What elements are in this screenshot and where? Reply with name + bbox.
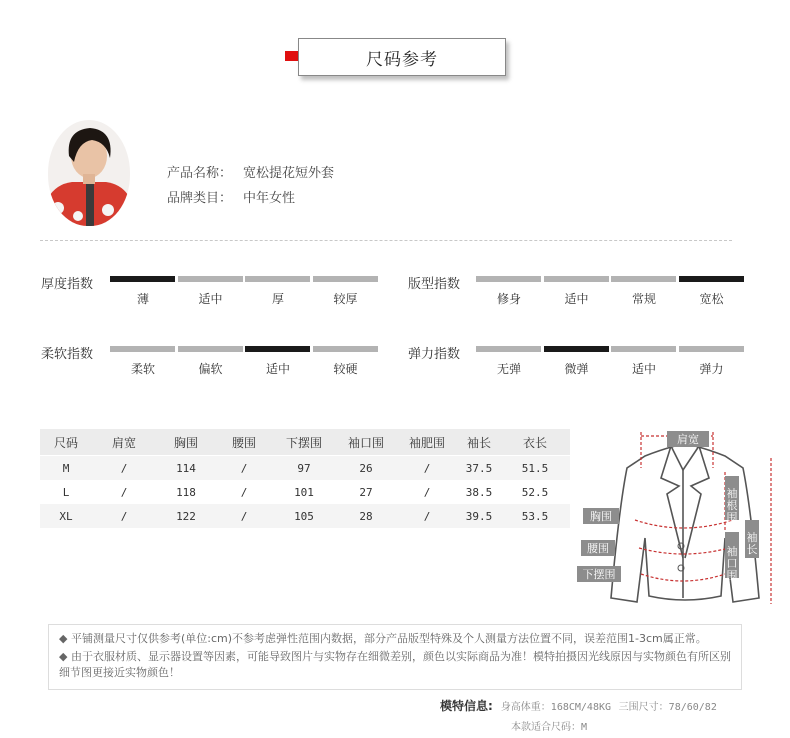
table-row bbox=[40, 480, 570, 504]
index-option-elasticity-1: 微弹 bbox=[564, 362, 589, 376]
index-bar-fit-0 bbox=[476, 276, 541, 282]
table-cell: 51.5 bbox=[521, 461, 549, 475]
product-name-row bbox=[167, 162, 334, 181]
table-header-cell: 下摆围 bbox=[285, 435, 322, 450]
index-label-fit: 版型指数 bbox=[408, 277, 461, 292]
table-cell: XL bbox=[59, 509, 73, 523]
index-bar-softness-3 bbox=[313, 346, 378, 352]
table-cell: / bbox=[240, 461, 248, 475]
label-sleeve-length: 袖长 bbox=[746, 531, 758, 556]
table-header-cell: 袖口围 bbox=[347, 435, 384, 450]
table-cell: 105 bbox=[294, 509, 314, 523]
table-cell: 37.5 bbox=[465, 461, 493, 475]
table-header-cell: 袖长 bbox=[466, 435, 491, 450]
table-row bbox=[40, 456, 570, 480]
model-avatar bbox=[48, 120, 130, 226]
product-name-key: 产品名称： bbox=[167, 166, 233, 181]
table-header-cell: 腰围 bbox=[231, 435, 256, 450]
model-info bbox=[440, 697, 717, 714]
index-label-softness: 柔软指数 bbox=[41, 347, 94, 362]
index-label-thickness: 厚度指数 bbox=[41, 277, 94, 292]
index-option-softness-1: 偏软 bbox=[198, 362, 223, 376]
table-cell: L bbox=[62, 485, 70, 499]
product-category-key: 品牌类目： bbox=[167, 191, 233, 206]
index-option-elasticity-3: 弹力 bbox=[699, 362, 724, 376]
product-category-value: 中年女性 bbox=[243, 191, 296, 206]
index-bar-softness-1 bbox=[178, 346, 243, 352]
index-bar-fit-2 bbox=[611, 276, 676, 282]
table-header-cell: 肩宽 bbox=[111, 435, 136, 450]
table-cell: 26 bbox=[359, 461, 373, 475]
model-measurements: 三围尺寸：78/60/82 bbox=[618, 702, 717, 713]
table-cell: / bbox=[240, 485, 248, 499]
table-cell: / bbox=[120, 485, 128, 499]
label-hem: 下摆围 bbox=[582, 568, 616, 581]
table-cell: 97 bbox=[297, 461, 311, 475]
model-info-label: 模特信息: bbox=[440, 699, 493, 713]
index-bar-elasticity-0 bbox=[476, 346, 541, 352]
table-cell: 53.5 bbox=[521, 509, 549, 523]
index-option-fit-0: 修身 bbox=[496, 292, 521, 306]
index-option-fit-1: 适中 bbox=[564, 292, 589, 306]
table-cell: 114 bbox=[176, 461, 196, 475]
index-bar-elasticity-2 bbox=[611, 346, 676, 352]
table-cell: 27 bbox=[359, 485, 373, 499]
index-option-fit-3: 宽松 bbox=[699, 292, 724, 306]
index-option-elasticity-2: 适中 bbox=[631, 362, 656, 376]
table-header-cell: 胸围 bbox=[173, 435, 198, 450]
label-waist: 腰围 bbox=[587, 542, 609, 555]
index-option-thickness-3: 较厚 bbox=[333, 292, 358, 306]
table-cell: / bbox=[423, 509, 431, 523]
table-header-cell: 衣长 bbox=[522, 435, 547, 450]
index-bar-elasticity-1 bbox=[544, 346, 609, 352]
product-name-value: 宽松提花短外套 bbox=[243, 166, 335, 181]
table-header-cell: 尺码 bbox=[53, 435, 78, 450]
table-cell: 38.5 bbox=[465, 485, 493, 499]
index-bar-softness-2 bbox=[245, 346, 310, 352]
garment-diagram bbox=[575, 428, 785, 613]
index-label-elasticity: 弹力指数 bbox=[408, 347, 461, 362]
index-bar-thickness-1 bbox=[178, 276, 243, 282]
index-bar-fit-1 bbox=[544, 276, 609, 282]
index-option-softness-3: 较硬 bbox=[333, 362, 358, 376]
model-height-weight: 身高体重：168CM/48KG bbox=[500, 702, 612, 713]
index-option-thickness-2: 厚 bbox=[271, 292, 284, 306]
index-bar-thickness-2 bbox=[245, 276, 310, 282]
divider bbox=[40, 240, 732, 241]
index-option-thickness-0: 薄 bbox=[136, 292, 149, 306]
table-row bbox=[40, 504, 570, 528]
note-1: ◆ 平铺测量尺寸仅供参考(单位:cm)不参考虑弹性范围内数据，部分产品版型特殊及个人测量方法位置不同，误差范围1-3cm属正常。 bbox=[59, 632, 707, 645]
table-cell: / bbox=[120, 461, 128, 475]
note-2: ◆ 由于衣服材质、显示器设置等因素，可能导致图片与实物存在细微差别，颜色以实际商品为准！模特拍摄因光线原因与实物颜色有所区别细节图更接近实物颜色！ bbox=[59, 650, 731, 679]
table-cell: 39.5 bbox=[465, 509, 493, 523]
label-chest: 胸围 bbox=[590, 510, 612, 523]
product-category-row bbox=[167, 187, 295, 206]
table-cell: 28 bbox=[359, 509, 373, 523]
label-cuff: 袖口围 bbox=[726, 545, 738, 582]
section-title bbox=[298, 38, 506, 76]
index-bar-elasticity-3 bbox=[679, 346, 744, 352]
index-bar-softness-0 bbox=[110, 346, 175, 352]
table-header-cell: 袖肥围 bbox=[408, 435, 445, 450]
table-cell: / bbox=[423, 485, 431, 499]
label-shoulder: 肩宽 bbox=[677, 433, 699, 446]
table-header-row bbox=[40, 429, 570, 455]
index-option-fit-2: 常规 bbox=[631, 292, 656, 306]
index-option-elasticity-0: 无弹 bbox=[496, 362, 521, 376]
index-bar-thickness-3 bbox=[313, 276, 378, 282]
table-cell: M bbox=[62, 461, 70, 475]
index-bar-fit-3 bbox=[679, 276, 744, 282]
notes-box bbox=[48, 624, 742, 690]
table-cell: 52.5 bbox=[521, 485, 549, 499]
table-cell: / bbox=[423, 461, 431, 475]
index-option-thickness-1: 适中 bbox=[198, 292, 223, 306]
index-option-softness-0: 柔软 bbox=[130, 362, 155, 376]
section-title-text: 尺码参考 bbox=[366, 49, 438, 70]
model-size: 本款适合尺码：M bbox=[511, 722, 588, 733]
index-option-softness-2: 适中 bbox=[265, 362, 290, 376]
table-cell: 101 bbox=[294, 485, 314, 499]
label-sleeve-width: 袖根围 bbox=[726, 487, 738, 524]
table-cell: / bbox=[120, 509, 128, 523]
table-cell: / bbox=[240, 509, 248, 523]
table-cell: 122 bbox=[176, 509, 196, 523]
index-bar-thickness-0 bbox=[110, 276, 175, 282]
table-cell: 118 bbox=[176, 485, 196, 499]
